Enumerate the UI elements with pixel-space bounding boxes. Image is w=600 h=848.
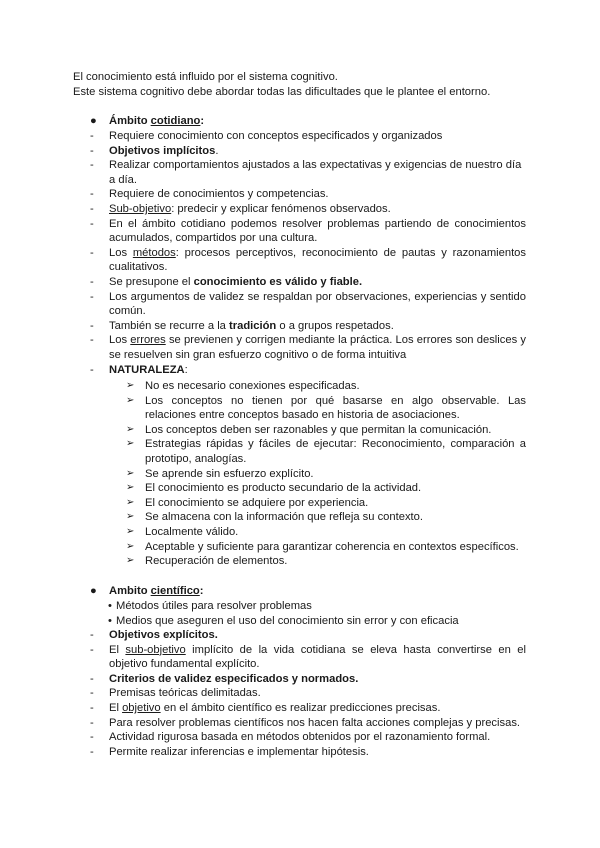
arrow-icon: ➢ [126, 540, 135, 552]
dash-icon: - [90, 745, 94, 758]
section-heading-cotidiano: ● Ámbito cotidiano: [90, 115, 205, 127]
list-item: - Requiere de conocimientos y competencias. [90, 188, 329, 201]
list-item: - NATURALEZA: [90, 363, 188, 376]
arrow-icon: ➢ [126, 380, 135, 391]
dash-icon: - [90, 290, 94, 303]
dash-icon: - [90, 731, 94, 744]
list-item: - Para resolver problemas científicos nos hacen falta acciones complejas y precisas. [90, 716, 521, 729]
list-item: - Los métodos: procesos perceptivos, reconocimiento de pautas y razonamientos cualitativos. [90, 246, 527, 274]
section-heading-cientifico: ● Ambito científico: [90, 585, 204, 597]
list-cientifico [90, 628, 526, 759]
list-metodos [108, 599, 528, 628]
list-item: - Los argumentos de validez se respaldan por observaciones, experiencias y sentido común. [90, 290, 526, 318]
arrow-icon: ➢ [126, 496, 135, 508]
arrow-icon: ➢ [126, 394, 135, 406]
list-item: ➢ Estrategias rápidas y fáciles de ejecutar: Reconocimiento, comparación a prototipo, analogías. [126, 438, 526, 465]
list-item: • Medios que aseguren el uso del conocimiento sin error y con eficacia [108, 614, 459, 627]
dash-icon: - [90, 246, 94, 259]
list-item: - Premisas teóricas delimitadas. [90, 687, 261, 700]
small-bullet-icon: • [108, 600, 112, 612]
list-item: ➢ Los conceptos no tienen por qué basarse en algo observable. Las relaciones entre conceptos basado en historia de asociaciones. [126, 394, 526, 422]
intro-line: Este sistema cognitivo debe abordar todas las dificultades que le plantee el entorno. [73, 85, 491, 98]
arrow-icon: ➢ [126, 423, 135, 435]
intro [73, 70, 533, 99]
list-item: - Se presupone el conocimiento es válido y fiable. [90, 275, 363, 288]
list-item: ➢ El conocimiento se adquiere por experiencia. [126, 496, 369, 509]
list-item: - Actividad rigurosa basada en métodos obtenidos por el razonamiento formal. [90, 731, 491, 744]
dash-icon: - [90, 334, 94, 347]
arrow-icon: ➢ [126, 467, 135, 479]
list-item: ➢ Se aprende sin esfuerzo explícito. [126, 467, 314, 480]
dash-icon: - [90, 275, 94, 288]
list-item: - El sub-objetivo implícito de la vida cotidiana se eleva hasta convertirse en el objetivo fundamental explícito. [90, 643, 526, 671]
list-item: - También se recurre a la tradición o a grupos respetados. [90, 319, 394, 332]
dash-icon: - [90, 217, 94, 230]
list-item: - El objetivo en el ámbito científico es realizar predicciones precisas. [90, 701, 441, 714]
list-item: - Los errores se previenen y corrigen mediante la práctica. Los errores son deslices y se resuelven sin gran esfuerzo cognitivo o de forma intuitiva [90, 334, 526, 361]
bullet-dot-icon: ● [90, 115, 97, 127]
dash-icon: - [90, 363, 94, 376]
dash-icon: - [90, 202, 94, 215]
list-item: - Objetivos implícitos. [90, 144, 219, 157]
list-item: ➢ Los conceptos deben ser razonables y que permitan la comunicación. [126, 423, 492, 436]
list-cotidiano [90, 129, 526, 377]
dash-icon: - [90, 716, 94, 729]
list-item: • Métodos útiles para resolver problemas [108, 600, 312, 612]
dash-icon: - [90, 130, 94, 142]
dash-icon: - [90, 319, 94, 332]
arrow-icon: ➢ [126, 511, 135, 523]
list-item: ➢ No es necesario conexiones especificadas. [126, 380, 360, 392]
dash-icon: - [90, 701, 94, 714]
bullet-dot-icon: ● [90, 585, 97, 597]
list-item: ➢ Localmente válido. [126, 525, 239, 538]
dash-icon: - [90, 687, 94, 700]
dash-icon: - [90, 629, 94, 641]
arrow-icon: ➢ [126, 438, 135, 450]
dash-icon: - [90, 188, 94, 201]
dash-icon: - [90, 643, 94, 656]
dash-icon: - [90, 159, 94, 172]
small-bullet-icon: • [108, 614, 112, 627]
list-item: ➢ Recuperación de elementos. [126, 555, 288, 568]
dash-icon: - [90, 672, 94, 685]
dash-icon: - [90, 144, 94, 157]
list-item: - Objetivos explícitos. [90, 629, 218, 641]
list-naturaleza [126, 379, 526, 569]
arrow-icon: ➢ [126, 525, 135, 537]
list-item: - Requiere conocimiento con conceptos especificados y organizados [90, 130, 443, 142]
arrow-icon: ➢ [126, 555, 135, 567]
list-item: - Sub-objetivo: predecir y explicar fenómenos observados. [90, 202, 391, 215]
list-item: - Permite realizar inferencias e implementar hipótesis. [90, 745, 369, 758]
list-item: - Criterios de validez especificados y normados. [90, 672, 359, 685]
list-item: ➢ Aceptable y suficiente para garantizar coherencia en contextos específicos. [126, 540, 519, 553]
list-item: - Realizar comportamientos ajustados a las expectativas y exigencias de nuestro día a día. [90, 159, 522, 186]
intro-line: El conocimiento está influido por el sistema cognitivo. [73, 71, 338, 83]
list-item: ➢ Se almacena con la información que refleja su contexto. [126, 511, 423, 524]
list-item: - En el ámbito cotidiano podemos resolver problemas partiendo de conocimientos acumulados, compartidos por una cultura. [90, 217, 526, 245]
list-item: ➢ El conocimiento es producto secundario de la actividad. [126, 482, 422, 495]
arrow-icon: ➢ [126, 482, 135, 494]
